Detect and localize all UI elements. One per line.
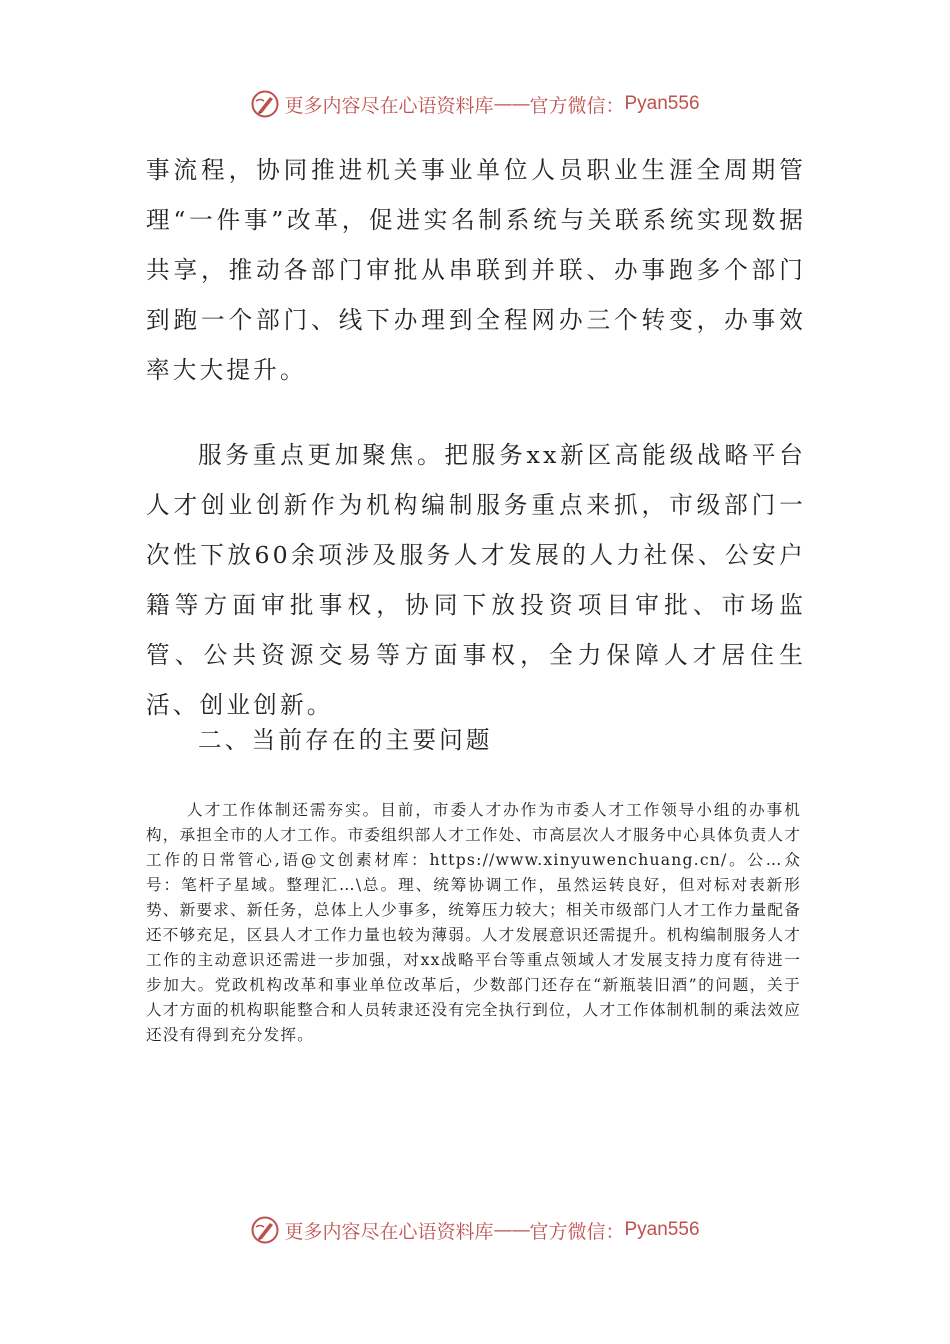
banner-dash: —— xyxy=(493,1219,530,1241)
banner-wechat-id: Pyan556 xyxy=(624,93,700,114)
section-heading-problems: 二、当前存在的主要问题 xyxy=(198,726,493,754)
header-banner xyxy=(0,84,950,124)
banner-wechat-label: 官方微信： xyxy=(529,1220,625,1243)
footer-banner xyxy=(0,1210,950,1250)
banner-wechat-id: Pyan556 xyxy=(624,1219,700,1240)
paragraph-service-focus: 服务重点更加聚焦。把服务xx新区高能级战略平台人才创业创新作为机构编制服务重点来抓，市级部门一次性下放60余项涉及服务人才发展的人力社保、公安户籍等方面审批事权，协同下放投资项目审批、市场监管、公共资源交易等方面事权，全力保障人才居住生活、创业创新。 xyxy=(146,441,806,719)
paragraph-process-reform: 事流程，协同推进机关事业单位人员职业生涯全周期管理“一件事”改革，促进实名制系统与关联系统实现数据共享，推动各部门审批从串联到并联、办事跑多个部门到跑一个部门、线下办理到全程网办三个转变，办事效率大大提升。 xyxy=(146,156,806,384)
banner-brand-text: 更多内容尽在心语资料库 xyxy=(284,94,494,117)
banner-wechat-label: 官方微信： xyxy=(529,94,625,117)
paragraph-talent-system: 人才工作体制还需夯实。目前，市委人才办作为市委人才工作领导小组的办事机构，承担全市的人才工作。市委组织部人才工作处、市高层次人才服务中心具体负责人才工作的日常管心,语@文创素材库：https://www.xinyuwenchuang.cn/。公…众号：笔杆子星域。整理汇…\总。理、统筹协调工作，虽然运转良好，但对标对表新形势、新要求、新任务，总体上人少事多，统筹压力较大；相关市级部门人才工作力量配备还不够充足，区县人才工作力量也较为薄弱。人才发展意识还需提升。机构编制服务人才工作的主动意识还需进一步加强，对xx战略平台等重点领域人才发展支持力度有待进一步加大。党政机构改革和事业单位改革后，少数部门还存在“新瓶装旧酒”的问题，关于人才方面的机构职能整合和人员转隶还没有完全执行到位，人才工作体制机制的乘法效应还没有得到充分发挥。 xyxy=(146,801,801,1044)
banner-brand-text: 更多内容尽在心语资料库 xyxy=(284,1220,494,1243)
banner-dash: —— xyxy=(493,93,530,115)
pen-logo-icon xyxy=(250,1215,280,1245)
pen-logo-icon xyxy=(250,89,280,119)
